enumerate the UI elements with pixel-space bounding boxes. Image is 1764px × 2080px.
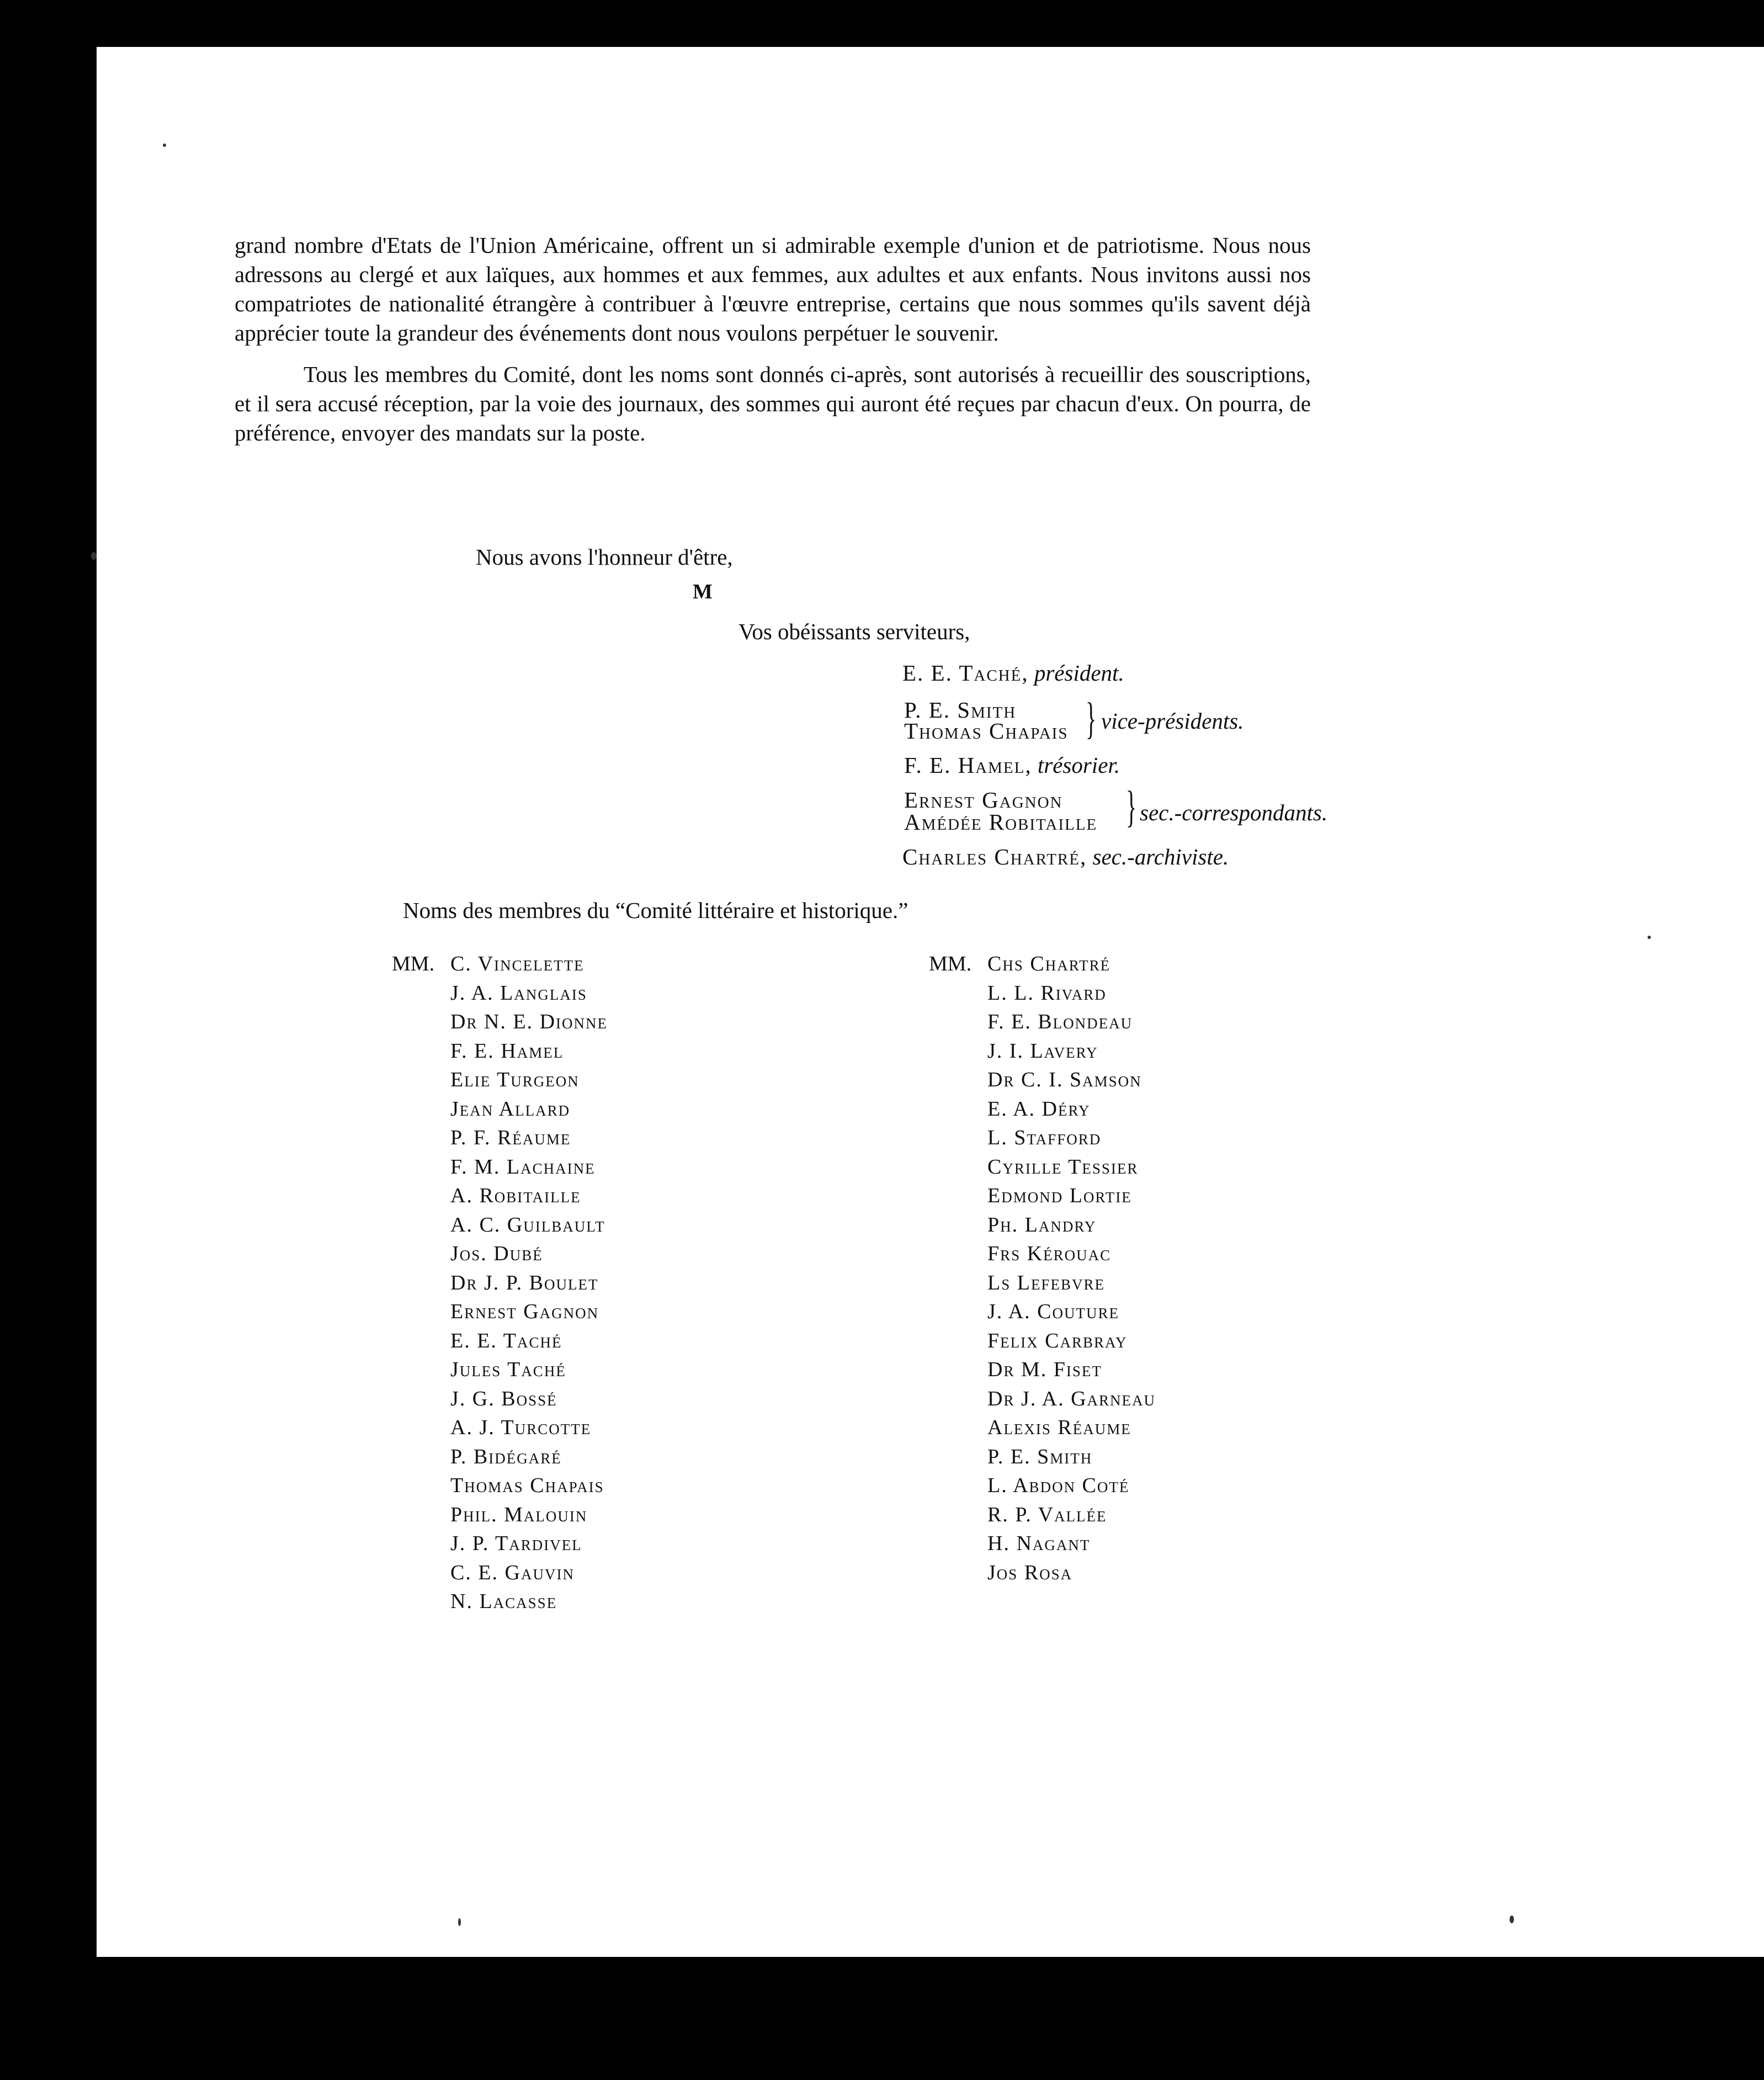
- member-row-left: [392, 1007, 608, 1037]
- member-name: P. F. Réaume: [450, 1126, 571, 1149]
- member-row-right: [929, 1123, 1156, 1153]
- member-row-right: [929, 1007, 1156, 1037]
- secretaries-brace: }: [1126, 783, 1137, 831]
- member-row-right: [929, 979, 1156, 1008]
- scan-speck: [1510, 1915, 1514, 1923]
- member-name: C. E. Gauvin: [450, 1561, 575, 1584]
- archivist-name: Charles Chartré,: [902, 844, 1087, 869]
- member-row-left: [392, 1384, 608, 1414]
- member-row-left: [392, 1529, 608, 1558]
- member-name: A. J. Turcotte: [450, 1416, 592, 1439]
- member-row-left: [392, 1211, 608, 1240]
- member-row-right: [929, 1095, 1156, 1124]
- member-row-left: [392, 1123, 608, 1153]
- vp-name-2: Thomas Chapais: [904, 718, 1069, 744]
- member-row-left: [392, 1239, 608, 1269]
- member-row-right: [929, 1037, 1156, 1066]
- member-name: J. A. Couture: [987, 1300, 1119, 1323]
- member-row-left: [392, 1587, 608, 1616]
- secretaries-title: sec.-correspondants.: [1140, 800, 1328, 825]
- member-name: Frs Kérouac: [987, 1242, 1112, 1265]
- scan-speck: [163, 144, 166, 147]
- treasurer-title: trésorier.: [1037, 752, 1120, 778]
- member-row-left: [392, 979, 608, 1008]
- member-row-right: [929, 1297, 1156, 1326]
- member-row-left: [392, 1558, 608, 1588]
- paragraph-2: Tous les membres du Comité, dont les noms sont donnés ci-après, sont autorisés à recueillir des souscriptions, et il sera accusé réception, par la voie des journaux, des sommes qui auront été reçues par chacun d'eux. On pourra, de préférence, envoyer des mandats sur la poste.: [235, 362, 1311, 445]
- member-name: F. M. Lachaine: [450, 1155, 596, 1179]
- member-name: A. Robitaille: [450, 1184, 581, 1207]
- member-name: Dr J. A. Garneau: [987, 1387, 1156, 1410]
- members-prefix: MM.: [929, 952, 972, 975]
- member-row-right: [929, 1558, 1156, 1588]
- president-name: E. E. Taché,: [902, 660, 1029, 686]
- scan-speck: [1648, 936, 1651, 939]
- member-name: Cyrille Tessier: [987, 1155, 1139, 1179]
- members-prefix: MM.: [392, 952, 435, 975]
- president-title: président.: [1034, 660, 1124, 686]
- member-row-left: [392, 1153, 608, 1182]
- member-row-right: [929, 1413, 1156, 1442]
- member-row-left: [392, 1413, 608, 1442]
- members-list-left: [392, 949, 608, 1616]
- member-row-right: [929, 1065, 1156, 1095]
- secretary-name-2: Amédée Robitaille: [904, 809, 1098, 835]
- member-name: R. P. Vallée: [987, 1503, 1107, 1526]
- member-name: P. E. Smith: [987, 1445, 1093, 1468]
- member-name: J. G. Bossé: [450, 1387, 557, 1410]
- member-row-left: [392, 1037, 608, 1066]
- archivist-title: sec.-archiviste.: [1092, 844, 1229, 869]
- president-line: [902, 660, 1124, 686]
- member-row-left: [392, 1442, 608, 1472]
- vp-title: vice-présidents.: [1101, 708, 1244, 734]
- member-row-right: [929, 1529, 1156, 1558]
- member-row-left: [392, 1355, 608, 1384]
- member-row-left: [392, 1181, 608, 1211]
- member-name: Dr N. E. Dionne: [450, 1010, 608, 1033]
- member-name: Jean Allard: [450, 1097, 571, 1121]
- member-name: J. I. Lavery: [987, 1039, 1098, 1063]
- treasurer-name: F. E. Hamel,: [904, 752, 1032, 778]
- scan-speck: [458, 1918, 461, 1926]
- member-row-right: [929, 1239, 1156, 1269]
- member-name: Felix Carbray: [987, 1329, 1128, 1352]
- member-name: Dr C. I. Samson: [987, 1068, 1142, 1091]
- member-name: E. E. Taché: [450, 1329, 562, 1352]
- member-name: L. Stafford: [987, 1126, 1102, 1149]
- member-name: J. P. Tardivel: [450, 1532, 582, 1555]
- member-row-left: [392, 1326, 608, 1356]
- salutation: M: [693, 580, 713, 603]
- member-row-right: [929, 1326, 1156, 1356]
- member-row-left: [392, 1500, 608, 1530]
- member-row-left: [392, 1471, 608, 1500]
- secretary-name-1: Ernest Gagnon: [904, 787, 1063, 813]
- member-row-left: [392, 949, 608, 979]
- member-name: E. A. Déry: [987, 1097, 1091, 1121]
- members-heading: Noms des membres du “Comité littéraire et historique.”: [403, 898, 908, 923]
- member-row-right: [929, 1355, 1156, 1384]
- member-row-right: [929, 1153, 1156, 1182]
- member-row-right: [929, 1500, 1156, 1530]
- member-row-left: [392, 1297, 608, 1326]
- member-name: Ph. Landry: [987, 1213, 1097, 1237]
- closing-line-2: Vos obéissants serviteurs,: [738, 619, 970, 644]
- member-name: L. L. Rivard: [987, 981, 1107, 1005]
- member-name: A. C. Guilbault: [450, 1213, 605, 1237]
- member-name: P. Bidégaré: [450, 1445, 562, 1468]
- member-row-left: [392, 1095, 608, 1124]
- archivist-line: [902, 843, 1229, 870]
- vp-brace: }: [1086, 694, 1097, 743]
- member-row-right: [929, 1269, 1156, 1298]
- member-name: Jules Taché: [450, 1358, 566, 1381]
- member-row-left: [392, 1065, 608, 1095]
- member-name: Dr M. Fiset: [987, 1358, 1102, 1381]
- member-name: Jos. Dubé: [450, 1242, 543, 1265]
- member-name: Ernest Gagnon: [450, 1300, 599, 1323]
- member-name: Phil. Malouin: [450, 1503, 588, 1526]
- member-name: Jos Rosa: [987, 1561, 1073, 1584]
- member-name: N. Lacasse: [450, 1590, 557, 1613]
- closing-line-1: Nous avons l'honneur d'être,: [476, 544, 733, 570]
- member-name: F. E. Blondeau: [987, 1010, 1133, 1033]
- member-row-right: [929, 1471, 1156, 1500]
- member-row-right: [929, 949, 1156, 979]
- member-row-right: [929, 1384, 1156, 1414]
- member-name: Ls Lefebvre: [987, 1271, 1105, 1294]
- member-name: Chs Chartré: [987, 952, 1111, 975]
- members-list-right: [929, 949, 1156, 1587]
- scan-speck: [91, 552, 97, 560]
- paragraph-1: grand nombre d'Etats de l'Union Américaine, offrent un si admirable exemple d'union et de patriotisme. Nous nous adressons au clergé et aux laïques, aux hommes et aux femmes, aux adultes et aux enfants. Nous invitons aussi nos compatriotes de nationalité étrangère à contribuer à l'œuvre entreprise, certains que nous sommes qu'ils savent déjà apprécier toute la grandeur des événements dont nous voulons perpétuer le souvenir.: [235, 232, 1311, 346]
- member-row-right: [929, 1442, 1156, 1472]
- member-name: L. Abdon Coté: [987, 1474, 1130, 1497]
- member-row-right: [929, 1211, 1156, 1240]
- member-name: H. Nagant: [987, 1532, 1091, 1555]
- treasurer-line: [904, 752, 1120, 778]
- member-row-right: [929, 1181, 1156, 1211]
- vp-name-1: P. E. Smith: [904, 697, 1017, 723]
- member-name: J. A. Langlais: [450, 981, 587, 1005]
- letter-body: [235, 231, 1311, 460]
- member-name: Edmond Lortie: [987, 1184, 1132, 1207]
- member-name: Elie Turgeon: [450, 1068, 580, 1091]
- member-name: C. Vincelette: [450, 952, 585, 975]
- member-name: Alexis Réaume: [987, 1416, 1131, 1439]
- member-name: Dr J. P. Boulet: [450, 1271, 599, 1294]
- member-name: F. E. Hamel: [450, 1039, 564, 1063]
- member-row-left: [392, 1269, 608, 1298]
- member-name: Thomas Chapais: [450, 1474, 604, 1497]
